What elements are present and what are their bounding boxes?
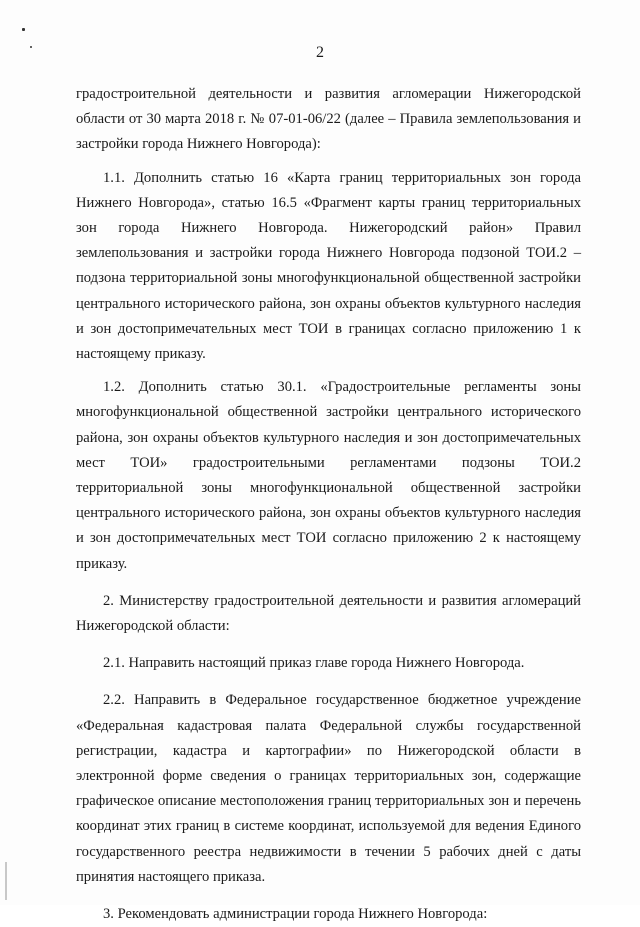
paragraph-2: 2. Министерству градостроительной деятельности и развития агломераций Нижегородской области: (76, 592, 581, 635)
paragraph-2-2: 2.2. Направить в Федеральное государственное бюджетное учреждение «Федеральная кадастровая палата Федеральной службы государственной регистрации, кадастра и картографии» по Нижегородской области в электронной форме сведения о границах территориальных зон, содержащие графическое описание местоположения границ территориальных зон и перечень координат этих границ в системе координат, используемой для ведения Единого государственного реестра недвижимости в течении 5 рабочих дней с даты принятия настоящего приказа. (76, 692, 581, 885)
paragraph-1-2: 1.2. Дополнить статью 30.1. «Градостроительные регламенты зоны многофункциональной общественной застройки центрального исторического района, зон охраны объектов культурного наследия и зон достопримечательных мест ТОИ» градостроительными регламентами подзоны ТОИ.2 территориальной зоны многофункциональной общественной застройки центрального исторического района, зон охраны объектов культурного наследия и зон достопримечательных мест ТОИ согласно приложению 2 к настоящему приказу. (76, 379, 581, 572)
scan-speck (22, 28, 25, 31)
document-body (76, 82, 581, 927)
paragraph-intro: градостроительной деятельности и развития агломерации Нижегородской области от 30 марта 2018 г. № 07-01-06/22 (далее – Правила землепользования и застройки города Нижнего Новгорода): (76, 86, 581, 153)
scan-edge-line (5, 862, 7, 900)
paragraph-2-1: 2.1. Направить настоящий приказ главе города Нижнего Новгорода. (103, 655, 525, 672)
paragraph-3: 3. Рекомендовать администрации города Нижнего Новгорода: (103, 906, 488, 923)
page-number: 2 (316, 44, 324, 61)
paragraph-1-1: 1.1. Дополнить статью 16 «Карта границ территориальных зон города Нижнего Новгорода», статью 16.5 «Фрагмент карты границ территориальных зон города Нижнего Новгорода. Нижегородский район» Правил землепользования и застройки города Нижнего Новгорода подзоной ТОИ.2 – подзона территориальной зоны многофункциональной общественной застройки центрального исторического района, зон охраны объектов культурного наследия и зон достопримечательных мест ТОИ в границах согласно приложению 1 к настоящему приказу. (76, 169, 581, 363)
